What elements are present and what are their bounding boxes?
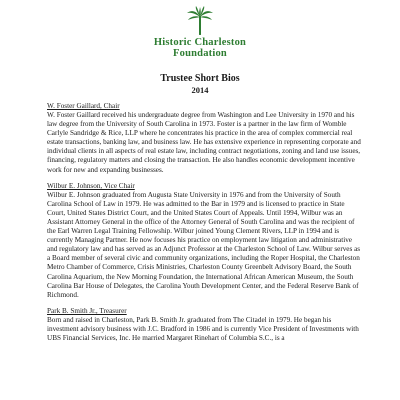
bio-heading: Park B. Smith Jr., Treasurer xyxy=(47,306,127,315)
bio-entry-johnson xyxy=(47,182,363,300)
document-year: 2014 xyxy=(191,85,209,95)
org-logo xyxy=(0,6,400,59)
bio-entry-smith xyxy=(47,307,363,343)
org-name-line1: Historic Charleston xyxy=(153,37,247,48)
bio-heading: Wilbur E. Johnson, Vice Chair xyxy=(47,181,135,190)
document-header xyxy=(0,73,400,96)
bio-text: Born and raised in Charleston, Park B. Smith Jr. graduated from The Citadel in 1979. He began his investment advisory business with J.C. Bradford in 1986 and is currently Vice President of Investments with UBS Financial Services, Inc. He married Margaret Rinehart of Columbia S.C., is a xyxy=(47,315,359,342)
palmetto-tree-icon xyxy=(185,6,215,36)
bio-text: W. Foster Gaillard received his undergraduate degree from Washington and Lee University in 1970 and his law degree from the University of South Carolina in 1973. Foster is a partner in the law firm of Womble Carlyle Sandridge & Rice, LLP where he concentrates his practice in the area of complex commercial real estate transactions, banking law, and business law. He has extensive experience in representing corporate and individual clients in all aspects of real estate law, including contract negotiations, zoning and land use issues, financing, regulatory matters and closing the transaction. He also handles economic development incentive work for new and expanding businesses. xyxy=(47,111,361,174)
document-title: Trustee Short Bios xyxy=(160,73,240,84)
org-name-line2: Foundation xyxy=(173,48,227,59)
bio-heading: W. Foster Gaillard, Chair xyxy=(47,102,120,110)
bio-entry-gaillard xyxy=(47,102,363,175)
bio-text: Wilbur E. Johnson graduated from Augusta State University in 1976 and from the University of South Carolina School of Law in 1979. He was admitted to the Bar in 1979 and is licensed to practice in State Court, United States District Court, and the United States Court of Appeals. Until 1994, Wilbur was an Assistant Attorney General in the office of the Attorney General of South Carolina and was the recipient of the Earl Warren Legal Training Fellowship. Wilbur joined Young Clement Rivers, LLP in 1994 and is currently Managing Partner. He now focuses his practice on employment law litigation and administrative and regulatory law and has served as an Adjunct Professor at the Charleston School of Law. Wilbur serves as a Board member of several civic and community organizations, including the Roper Hospital, the Charleston Metro Chamber of Commerce, Crisis Ministries, Charleston County Greenbelt Advisory Board, the South Carolina Aquarium, the New Morning Foundation, the International African American Museum, the South Carolina Bar House of Delegates, the Carolina Youth Development Center, and the Federal Reserve Bank of Richmond. xyxy=(47,190,361,299)
bio-list xyxy=(47,102,363,350)
